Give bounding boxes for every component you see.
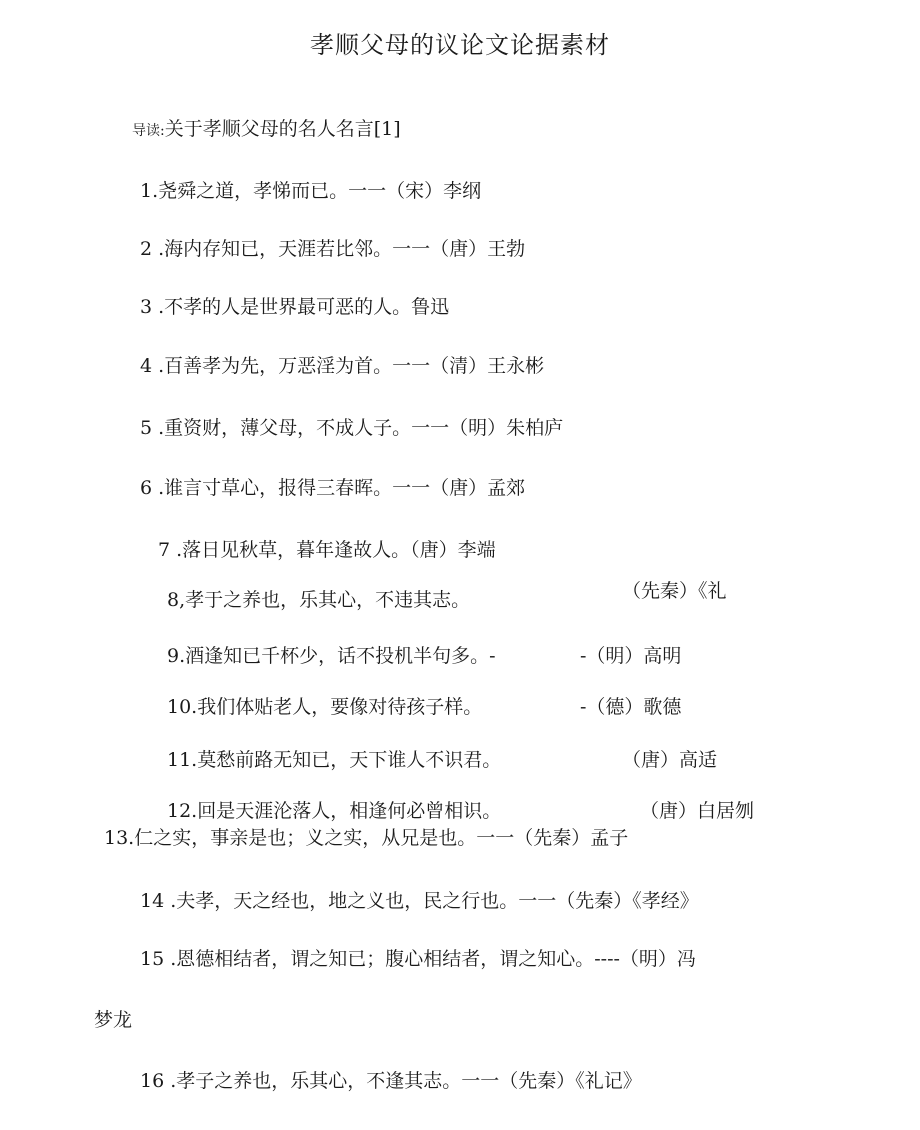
- lead-line: [132, 117, 401, 143]
- quote-15: 15 .恩德相结者，谓之知已；腹心相结者，谓之知心。----（明）冯: [140, 948, 696, 970]
- quote-13: 13.仁之实，事亲是也；义之实，从兄是也。一一（先秦）孟子: [104, 827, 629, 849]
- lead-prefix: 导读:: [132, 123, 165, 139]
- quote-3: 3 .不孝的人是世界最可恶的人。鲁迅: [140, 296, 450, 318]
- quote-11-attribution: （唐）高适: [622, 749, 718, 771]
- lead-text: 关于孝顺父母的名人名言[1]: [164, 118, 401, 140]
- quote-14: 14 .夫孝，天之经也，地之义也，民之行也。一一（先秦）《孝经》: [140, 890, 699, 912]
- quote-1: 1.尧舜之道，孝悌而已。一一（宋）李纲: [140, 180, 482, 202]
- quote-9: 9.酒逢知已千杯少，话不投机半句多。-: [167, 645, 496, 667]
- quote-7: 7 .落日见秋草，暮年逢故人。（唐）李端: [158, 539, 496, 561]
- quote-10: 10.我们体贴老人，要像对待孩子样。: [167, 696, 483, 718]
- quote-6: 6 .谁言寸草心，报得三春晖。一一（唐）孟郊: [140, 477, 526, 499]
- quote-2: 2 .海内存知已，天涯若比邻。一一（唐）王勃: [140, 238, 526, 260]
- quote-10-attribution: -（德）歌德: [580, 696, 682, 718]
- quote-5: 5 .重资财，薄父母，不成人子。一一（明）朱柏庐: [140, 417, 564, 439]
- quote-12: 12.回是天涯沦落人，相逢何必曾相识。: [167, 800, 502, 822]
- quote-8-attribution: （先秦）《礼: [622, 580, 727, 602]
- quote-11: 11.莫愁前路无知已，天下谁人不识君。: [167, 749, 502, 771]
- quote-12-attribution: （唐）白居刎: [640, 800, 755, 822]
- quote-15-continuation: 梦龙: [94, 1009, 133, 1031]
- document-title: 孝顺父母的议论文论据素材: [310, 31, 610, 59]
- quote-4: 4 .百善孝为先，万恶淫为首。一一（清）王永彬: [140, 355, 545, 377]
- quote-8: 8,孝于之养也，乐其心，不违其志。: [167, 589, 471, 611]
- quote-9-attribution: -（明）高明: [580, 645, 682, 667]
- quote-16: 16 .孝子之养也，乐其心，不逢其志。一一（先秦）《礼记》: [140, 1070, 642, 1092]
